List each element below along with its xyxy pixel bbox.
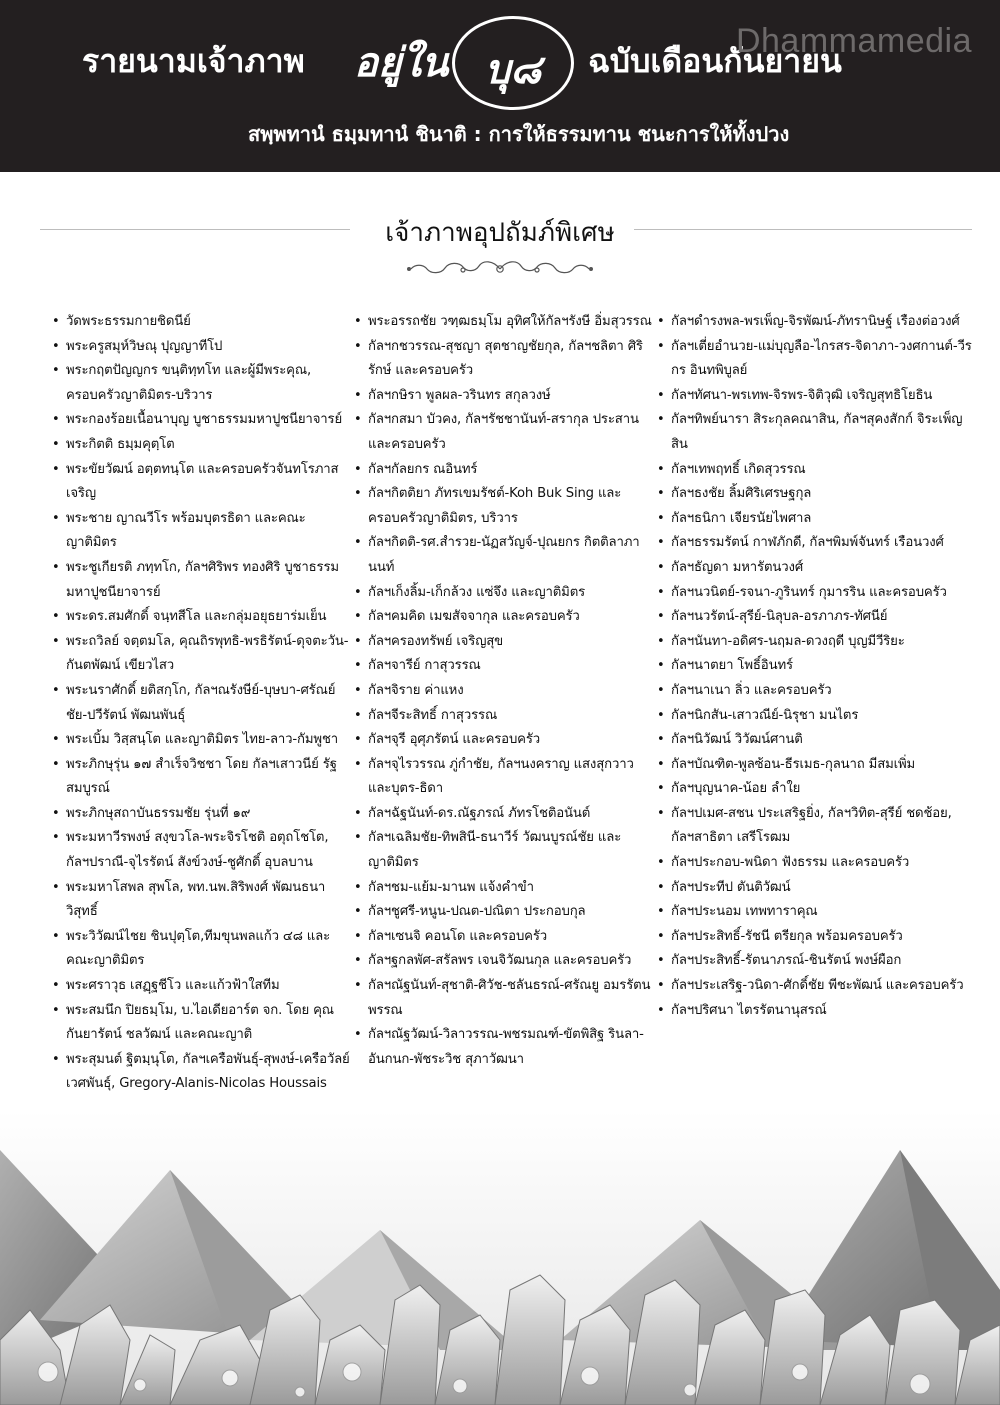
sponsor-column-1 xyxy=(52,310,352,1097)
list-item: • กัลฯเตี่ยอำนวย-แม่บุญลือ-ไกรสร-จิดาภา-วงศกานต์-วีรกร อินทพิบูลย์ xyxy=(657,335,975,384)
list-item: • กัลฯประเสริฐ-วนิดา-ศักดิ์ชัย พีชะพัฒน์ และครอบครัว xyxy=(657,974,975,999)
list-item: • กัลฯกชวรรณ-สุชญา สุตชาญชัยกุล, กัลฯชลิตา ศิริรักษ์ และครอบครัว xyxy=(354,335,659,384)
list-item: • กัลฯฉัฐนันท์-ดร.ณัฐภรณ์ ภัทรโชติอนันต์ xyxy=(354,802,659,827)
title-left: รายนามเจ้าภาพ xyxy=(82,42,305,80)
list-item: • กัลฯบัณฑิต-พูลซ้อน-ธีรเมธ-กุลนาถ มีสมเพิ่ม xyxy=(657,753,975,778)
sponsor-column-2 xyxy=(354,310,659,1072)
list-item: • กัลฯธัญดา มหารัตนวงศ์ xyxy=(657,556,975,581)
list-item: • พระอรรถชัย วฑฺฒธมฺโม อุทิศให้กัลฯรังษี อิ่มสุวรรณ xyxy=(354,310,659,335)
list-item: • กัลฯนิกสัน-เสาวณีย์-นิรุชา มนไตร xyxy=(657,704,975,729)
list-item: • กัลฯประนอม เทพทาราคุณ xyxy=(657,900,975,925)
list-item: • พระเบิ้ม วิสฺสนฺโต และญาติมิตร ไทย-ลาว-กัมพูชา xyxy=(52,728,352,753)
list-item: • กัลฯจุรี อุศุภรัตน์ และครอบครัว xyxy=(354,728,659,753)
section-title: เจ้าภาพอุปถัมภ์พิเศษ xyxy=(385,218,615,248)
list-item: • กัลฯจารีย์ กาสุวรรณ xyxy=(354,654,659,679)
list-item: • กัลฯกิตติยา ภัทรเขมรัชต์-Koh Buk Sing และครอบครัวญาติมิตร, บริวาร xyxy=(354,482,659,531)
list-item: • กัลฯฐกลพัศ-สรัลพร เจนจิวัฒนกุล และครอบครัว xyxy=(354,949,659,974)
list-item: • พระดร.สมศักดิ์ จนฺทสีโล และกลุ่มอยุธยาร่มเย็น xyxy=(52,605,352,630)
logo-number: บุ๘ xyxy=(484,46,542,93)
list-item: • กัลฯประกอบ-พนิดา ฟังธรรม และครอบครัว xyxy=(657,851,975,876)
logo-circle xyxy=(452,16,574,110)
list-item: • พระภิกษุสถาบันธรรมชัย รุ่นที่ ๑๙ xyxy=(52,802,352,827)
list-item: • กัลฯชูศรี-หนูน-ปณต-ปณิตา ประกอบกุล xyxy=(354,900,659,925)
list-item: • พระภิกษุรุ่น ๑๗ สำเร็จวิชชา โดย กัลฯเสาวนีย์ รัฐสมบูรณ์ xyxy=(52,753,352,802)
list-item: • วัดพระธรรมกายชิดนีย์ xyxy=(52,310,352,335)
list-item: • กัลฯประทีป ตันติวัฒน์ xyxy=(657,876,975,901)
list-item: • กัลฯเทพฤทธิ์ เกิดสุวรรณ xyxy=(657,458,975,483)
list-item: • พระสุมนต์ ฐิตมฺนุโต, กัลฯเครือพันธุ์-สุพงษ์-เครือวัลย์ เวศพันธุ์, Gregory-Alanis-Nicolas Houssais xyxy=(52,1048,352,1097)
list-item: • พระศราวุธ เสฏฺฐชีโว และแก้วฟ้าใสทีม xyxy=(52,974,352,999)
list-item: • กัลฯนาเนา ลิ่ว และครอบครัว xyxy=(657,679,975,704)
list-item: • กัลฯธงชัย ลิ้มศิริเศรษฐกุล xyxy=(657,482,975,507)
list-item: • พระชูเกียรติ ภทฺทโก, กัลฯศิริพร ทองศิริ บูชาธรรมมหาปูชนียาจารย์ xyxy=(52,556,352,605)
list-item: • กัลฯนวนิตย์-รจนา-ภูรินทร์ กุมารริน และครอบครัว xyxy=(657,581,975,606)
list-item: • กัลฯปริศนา ไตรรัตนานุสรณ์ xyxy=(657,999,975,1024)
list-item: • กัลฯจีระสิทธิ์ กาสุวรรณ xyxy=(354,704,659,729)
sponsor-column-3 xyxy=(657,310,975,1023)
list-item: • กัลฯประสิทธิ์-รัตนาภรณ์-ชินรัตน์ พงษ์ผือก xyxy=(657,949,975,974)
list-item: • กัลฯเก็งลิ้ม-เก็กล้วง แซ่จึง และญาติมิตร xyxy=(354,581,659,606)
list-item: • พระมหาโสพล สุพโล, พท.นพ.สิริพงศ์ พัฒนธนาวิสุทธิ์ xyxy=(52,876,352,925)
ornament-flourish xyxy=(405,258,595,280)
list-item: • กัลฯนวรัตน์-สุรีย์-นิลุบล-อรภาภร-ทัศนีย์ xyxy=(657,605,975,630)
list-item: • กัลฯกิตติ-รศ.สำรวย-นัฏสวัญจ์-ปุณยกร กิตติลาภานนท์ xyxy=(354,531,659,580)
list-item: • กัลฯบุญนาค-น้อย ลำใย xyxy=(657,777,975,802)
list-item: • กัลฯณัฐวัฒน์-วิลาวรรณ-พชรมณฑ์-ขัตพิสิฐ รินลา-อันกนก-พัชระวิช สุภาวัฒนา xyxy=(354,1023,659,1072)
list-item: • พระชาย ญาณวีโร พร้อมบุตรธิดา และคณะญาติมิตร xyxy=(52,507,352,556)
list-item: • กัลฯปเมศ-สชน ประเสริฐยิ่ง, กัลฯวิทิต-สุรีย์ ชดช้อย, กัลฯสาธิตา เสรีโรฒม xyxy=(657,802,975,851)
list-item: • พระวิวัฒน์ไชย ชินปุตฺโต,ทีมขุนพลแก้ว ๔๘ และคณะญาติมิตร xyxy=(52,925,352,974)
list-item: • พระนราศักดิ์ ยติสกฺโก, กัลฯณรังษีย์-บุษบา-ศรัณย์ชัย-ปวีรัตน์ พัฒนพันธุ์ xyxy=(52,679,352,728)
list-item: • พระครูสมุห์วิษณุ ปุญญาทีโป xyxy=(52,335,352,360)
list-item: • กัลฯจุไรวรรณ ภู่กำชัย, กัลฯนงคราญ แสงสุกวาว และบุตร-ธิดา xyxy=(354,753,659,802)
subtitle: สพฺพทานํ ธมฺมทานํ ชินาติ : การให้ธรรมทาน ชนะการให้ทั้งปวง xyxy=(248,122,790,146)
list-item: • กัลฯกษิรา พูลผล-วรินทร สกุลวงษ์ xyxy=(354,384,659,409)
list-item: • กัลฯธนิกา เจียรนัยไพศาล xyxy=(657,507,975,532)
decorative-crystal-mountain-scene xyxy=(0,1110,1000,1405)
list-item: • กัลฯกสมา บัวคง, กัลฯรัชชานันท์-สรากุล ประสาน และครอบครัว xyxy=(354,408,659,457)
list-item: • กัลฯธรรมรัตน์ กาฬภักดี, กัลฯพิมพ์จันทร์ เรือนวงศ์ xyxy=(657,531,975,556)
list-item: • กัลฯทัศนา-พรเทพ-จิรพร-จิติวุฒิ เจริญสุทธิโยธิน xyxy=(657,384,975,409)
list-item: • พระขัยวัฒน์ อตฺตทนฺโต และครอบครัวจันทโรภาสเจริญ xyxy=(52,458,352,507)
list-item: • พระถวิลย์ จตฺตมโล, คุณถิรพุทธิ-พรธิรัตน์-ดุจตะวัน-กันตพัฒน์ เขียวไสว xyxy=(52,630,352,679)
list-item: • กัลฯเซนจิ คอนโด และครอบครัว xyxy=(354,925,659,950)
list-item: • กัลฯทิพย์นารา สิระกุลคณาสิน, กัลฯสุคงสักก์ จิระเพ็ญสิน xyxy=(657,408,975,457)
list-item: • กัลฯครองทรัพย์ เจริญสุข xyxy=(354,630,659,655)
title-right: ฉบับเดือนกันยายน xyxy=(588,42,842,80)
list-item: • พระมหาวีรพงษ์ สงฺขวโล-พระจิรโชติ อตุถโชโต, กัลฯปราณี-จุไรรัตน์ สังข์วงษ์-ชูศักดิ์ อุบลบาน xyxy=(52,826,352,875)
header-banner xyxy=(0,0,1000,172)
list-item: • พระสมนึก ปิยธมฺโม, บ.ไอเดียอาร์ต จก. โดย คุณกันยารัตน์ ชลวัฒน์ และคณะญาติ xyxy=(52,999,352,1048)
list-item: • พระกิตติ ธมฺมคุตฺโต xyxy=(52,433,352,458)
divider-right xyxy=(634,229,972,230)
list-item: • กัลฯนันทา-อดิศร-นฤมล-ดวงฤดี บุญมีวีริยะ xyxy=(657,630,975,655)
list-item: • กัลฯกัลยกร ณอินทร์ xyxy=(354,458,659,483)
list-item: • พระกฤตปัญญกร ขนฺติทฺทโท และผู้มีพระคุณ, ครอบครัวญาติมิตร-บริวาร xyxy=(52,359,352,408)
list-item: • กัลฯจิราย ค่าแหง xyxy=(354,679,659,704)
list-item: • กัลฯเฉลิมชัย-ทิพสินี-ธนาวีร์ วัฒนบูรณ์ชัย และญาติมิตร xyxy=(354,826,659,875)
list-item: • กัลฯคมคิด เมฆสัจจากุล และครอบครัว xyxy=(354,605,659,630)
logo-text: อยู่ใน xyxy=(354,39,449,86)
watermark: Dhammamedia xyxy=(735,22,972,60)
list-item: • พระกองร้อยเนื้อนาบุญ บูชาธรรมมหาปูชนียาจารย์ xyxy=(52,408,352,433)
list-item: • กัลฯนาตยา โพธิ์อินทร์ xyxy=(657,654,975,679)
list-item: • กัลฯดำรงพล-พรเพ็ญ-จิรพัฒน์-ภัทรานิษฐ์ เรืองต่อวงศ์ xyxy=(657,310,975,335)
list-item: • กัลฯนิวัฒน์ วิวัฒน์ศานติ xyxy=(657,728,975,753)
list-item: • กัลฯณัฐนันท์-สุชาติ-ศิวัช-ชลันธรณ์-ศรัณยู อมรรัตนพรรณ xyxy=(354,974,659,1023)
list-item: • กัลฯชม-แย้ม-มานพ แจ้งคำขำ xyxy=(354,876,659,901)
list-item: • กัลฯประสิทธิ์-รัชนี ตรียกุล พร้อมครอบครัว xyxy=(657,925,975,950)
